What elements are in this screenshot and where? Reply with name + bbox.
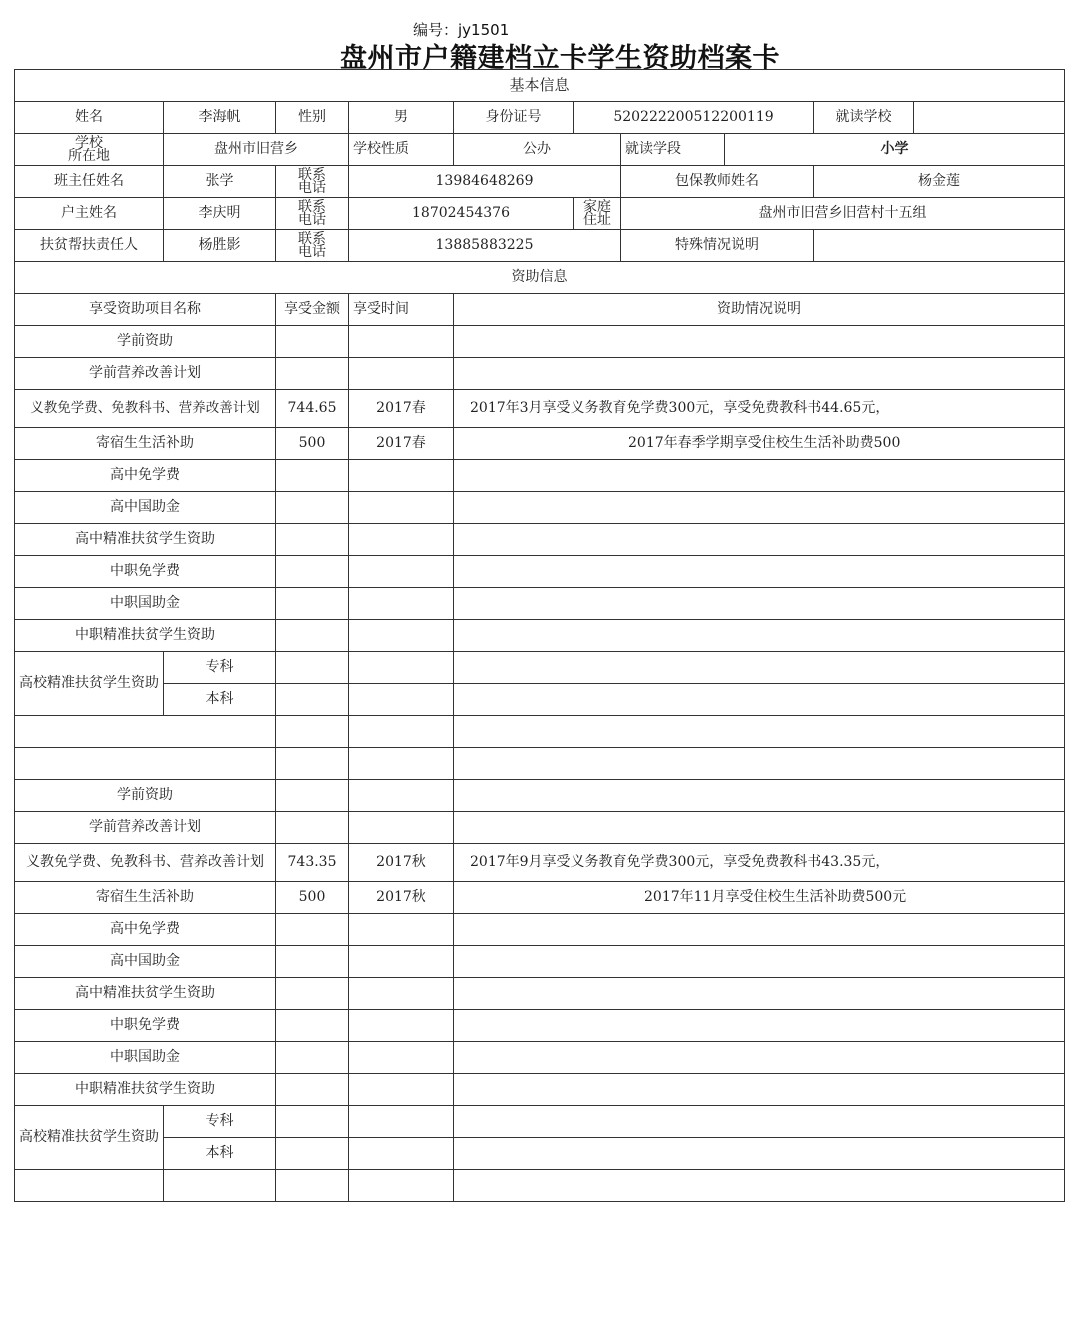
aid-amount — [276, 652, 349, 684]
aid-row — [15, 780, 1065, 812]
aid-row — [15, 1010, 1065, 1042]
college-zhuanke-label: 专科 — [164, 652, 276, 684]
aid-amount — [276, 492, 349, 524]
aid-row-college-benke — [15, 1138, 1065, 1170]
aid-row-college-zhuanke — [15, 652, 1065, 684]
aid-amount — [276, 1074, 349, 1106]
aid-item-name: 学前资助 — [15, 326, 276, 358]
aid-row — [15, 978, 1065, 1010]
page-title: 盘州市户籍建档立卡学生资助档案卡 — [340, 43, 780, 74]
aid-item-name: 高中国助金 — [15, 492, 276, 524]
school-type-value: 公办 — [454, 134, 621, 166]
aid-row — [15, 492, 1065, 524]
gender-value: 男 — [349, 102, 454, 134]
aid-row — [15, 812, 1065, 844]
basic-info-header: 基本信息 — [15, 70, 1065, 102]
aid-time — [349, 1106, 454, 1138]
school-location-label-line2: 所在地 — [68, 147, 110, 164]
blank-cell — [15, 716, 276, 748]
aid-time — [349, 492, 454, 524]
aid-item-name: 中职国助金 — [15, 588, 276, 620]
aid-row-blank — [15, 1170, 1065, 1202]
aid-row — [15, 620, 1065, 652]
aid-item-name: 高中免学费 — [15, 914, 276, 946]
blank-cell — [349, 748, 454, 780]
address-label-line2: 住址 — [583, 211, 611, 228]
aid-amount — [276, 1042, 349, 1074]
blank-cell — [276, 716, 349, 748]
aid-description — [454, 1010, 1065, 1042]
aid-amount — [276, 684, 349, 716]
aid-time — [349, 326, 454, 358]
archive-card — [14, 69, 960, 1218]
aid-block-2017-spring — [15, 326, 1065, 780]
homeroom-teacher-value: 张学 — [164, 166, 276, 198]
guarantor-label: 包保教师姓名 — [621, 166, 814, 198]
aid-item-name: 寄宿生生活补助 — [15, 882, 276, 914]
aid-description — [454, 780, 1065, 812]
aid-time — [349, 358, 454, 390]
col-header-description: 资助情况说明 — [454, 294, 1065, 326]
school-location-label-line1: 学校 — [75, 134, 103, 151]
aid-item-name: 学前营养改善计划 — [15, 812, 276, 844]
aid-amount — [276, 358, 349, 390]
aid-item-name: 义教免学费、免教科书、营养改善计划 — [15, 390, 276, 428]
aid-row — [15, 844, 1065, 882]
aid-description — [454, 524, 1065, 556]
aid-block-2017-autumn — [15, 780, 1065, 1202]
college-benke-label: 本科 — [164, 684, 276, 716]
blank-cell — [15, 748, 276, 780]
aid-item-name: 中职免学费 — [15, 556, 276, 588]
college-aid-label: 高校精准扶贫学生资助 — [15, 652, 164, 716]
address-label-line1: 家庭 — [583, 198, 611, 215]
id-number-label: 身份证号 — [454, 102, 574, 134]
aid-description — [454, 588, 1065, 620]
aid-amount — [276, 460, 349, 492]
aid-description — [454, 978, 1065, 1010]
col-header-amount: 享受金额 — [276, 294, 349, 326]
phone-label-line2: 电话 — [298, 179, 326, 196]
helper-phone-value: 13885883225 — [349, 230, 621, 262]
householder-label: 户主姓名 — [15, 198, 164, 230]
phone-label-line2: 电话 — [298, 243, 326, 260]
aid-description — [454, 1138, 1065, 1170]
aid-time — [349, 946, 454, 978]
helper-label: 扶贫帮扶责任人 — [15, 230, 164, 262]
aid-amount: 743.35 — [276, 844, 349, 882]
aid-description: 2017年9月享受义务教育免学费300元，享受免费教科书43.35元， — [454, 844, 1065, 882]
aid-item-name: 中职精准扶贫学生资助 — [15, 1074, 276, 1106]
aid-time: 2017春 — [349, 390, 454, 428]
aid-time — [349, 652, 454, 684]
blank-cell — [454, 1170, 1065, 1202]
aid-description — [454, 946, 1065, 978]
phone-label-line1: 联系 — [298, 166, 326, 183]
college-zhuanke-label: 专科 — [164, 1106, 276, 1138]
home-address-value: 盘州市旧营乡旧营村十五组 — [621, 198, 1065, 230]
aid-description — [454, 326, 1065, 358]
blank-cell — [164, 1170, 276, 1202]
school-location-value: 盘州市旧营乡 — [164, 134, 349, 166]
aid-row-college-zhuanke — [15, 1106, 1065, 1138]
phone-label-line1: 联系 — [298, 230, 326, 247]
aid-time — [349, 620, 454, 652]
id-number-value: 520222200512200119 — [574, 102, 814, 134]
guarantor-value: 杨金莲 — [814, 166, 1065, 198]
aid-time: 2017春 — [349, 428, 454, 460]
phone-label-line1: 联系 — [298, 198, 326, 215]
school-location-label — [15, 134, 164, 166]
helper-phone-label — [276, 230, 349, 262]
homeroom-teacher-label: 班主任姓名 — [15, 166, 164, 198]
special-situation-value — [814, 230, 1065, 262]
aid-description — [454, 556, 1065, 588]
aid-amount — [276, 1138, 349, 1170]
blank-cell — [15, 1170, 164, 1202]
name-label: 姓名 — [15, 102, 164, 134]
aid-item-name: 学前资助 — [15, 780, 276, 812]
householder-phone-value: 18702454376 — [349, 198, 574, 230]
aid-amount — [276, 978, 349, 1010]
aid-row — [15, 588, 1065, 620]
aid-item-name: 学前营养改善计划 — [15, 358, 276, 390]
aid-amount — [276, 326, 349, 358]
aid-item-name: 高中国助金 — [15, 946, 276, 978]
blank-cell — [454, 716, 1065, 748]
aid-time — [349, 914, 454, 946]
aid-amount — [276, 620, 349, 652]
aid-item-name: 中职国助金 — [15, 1042, 276, 1074]
aid-row — [15, 914, 1065, 946]
stage-label: 就读学段 — [621, 134, 725, 166]
aid-item-name: 义教免学费、免教科书、营养改善计划 — [15, 844, 276, 882]
aid-amount — [276, 1106, 349, 1138]
aid-amount — [276, 946, 349, 978]
teacher-phone-label — [276, 166, 349, 198]
aid-time — [349, 524, 454, 556]
aid-row — [15, 358, 1065, 390]
aid-item-name: 寄宿生生活补助 — [15, 428, 276, 460]
aid-row — [15, 326, 1065, 358]
aid-item-name: 中职免学费 — [15, 1010, 276, 1042]
aid-time — [349, 1042, 454, 1074]
aid-row-college-benke — [15, 684, 1065, 716]
aid-description: 2017年3月享受义务教育免学费300元，享受免费教科书44.65元， — [454, 390, 1065, 428]
aid-description — [454, 620, 1065, 652]
aid-description: 2017年11月享受住校生生活补助费500元 — [454, 882, 1065, 914]
aid-amount: 500 — [276, 428, 349, 460]
aid-time — [349, 812, 454, 844]
aid-time — [349, 684, 454, 716]
blank-cell — [276, 1170, 349, 1202]
name-value: 李海帆 — [164, 102, 276, 134]
aid-description — [454, 358, 1065, 390]
aid-row-blank — [15, 716, 1065, 748]
gender-label: 性别 — [276, 102, 349, 134]
col-header-item: 享受资助项目名称 — [15, 294, 276, 326]
home-address-label — [574, 198, 621, 230]
aid-item-name: 高中精准扶贫学生资助 — [15, 978, 276, 1010]
aid-description — [454, 1042, 1065, 1074]
aid-row — [15, 556, 1065, 588]
blank-cell — [276, 748, 349, 780]
teacher-phone-value: 13984648269 — [349, 166, 621, 198]
aid-time — [349, 1010, 454, 1042]
aid-time — [349, 556, 454, 588]
householder-phone-label — [276, 198, 349, 230]
householder-value: 李庆明 — [164, 198, 276, 230]
aid-description — [454, 460, 1065, 492]
aid-row — [15, 524, 1065, 556]
school-label: 就读学校 — [814, 102, 914, 134]
special-situation-label: 特殊情况说明 — [621, 230, 814, 262]
stage-value: 小学 — [725, 134, 1065, 166]
aid-description — [454, 684, 1065, 716]
college-aid-label: 高校精准扶贫学生资助 — [15, 1106, 164, 1170]
aid-description — [454, 1106, 1065, 1138]
aid-row — [15, 882, 1065, 914]
aid-item-name: 中职精准扶贫学生资助 — [15, 620, 276, 652]
aid-amount: 744.65 — [276, 390, 349, 428]
archive-table — [14, 69, 1065, 1202]
aid-time — [349, 1138, 454, 1170]
aid-time — [349, 1074, 454, 1106]
aid-time: 2017秋 — [349, 844, 454, 882]
aid-row — [15, 1042, 1065, 1074]
aid-row — [15, 428, 1065, 460]
aid-time — [349, 780, 454, 812]
aid-amount — [276, 780, 349, 812]
aid-amount — [276, 524, 349, 556]
school-value — [914, 102, 1065, 134]
aid-description — [454, 492, 1065, 524]
aid-description — [454, 914, 1065, 946]
aid-amount — [276, 556, 349, 588]
aid-amount: 500 — [276, 882, 349, 914]
aid-time — [349, 460, 454, 492]
aid-description: 2017年春季学期享受住校生生活补助费500 — [454, 428, 1065, 460]
aid-info-header: 资助信息 — [15, 262, 1065, 294]
school-type-label: 学校性质 — [349, 134, 454, 166]
aid-description — [454, 652, 1065, 684]
aid-row — [15, 946, 1065, 978]
aid-amount — [276, 812, 349, 844]
card-number-value: jy1501 — [458, 21, 510, 39]
phone-label-line2: 电话 — [298, 211, 326, 228]
blank-cell — [349, 716, 454, 748]
aid-amount — [276, 914, 349, 946]
aid-description — [454, 812, 1065, 844]
helper-value: 杨胜影 — [164, 230, 276, 262]
aid-row-blank — [15, 748, 1065, 780]
aid-time — [349, 978, 454, 1010]
blank-cell — [454, 748, 1065, 780]
aid-row — [15, 460, 1065, 492]
aid-row — [15, 1074, 1065, 1106]
aid-amount — [276, 588, 349, 620]
card-number-label: 编号： — [413, 21, 459, 39]
aid-amount — [276, 1010, 349, 1042]
aid-description — [454, 1074, 1065, 1106]
college-benke-label: 本科 — [164, 1138, 276, 1170]
aid-time — [349, 588, 454, 620]
aid-row — [15, 390, 1065, 428]
aid-item-name: 高中精准扶贫学生资助 — [15, 524, 276, 556]
col-header-time: 享受时间 — [349, 294, 454, 326]
aid-time: 2017秋 — [349, 882, 454, 914]
blank-cell — [349, 1170, 454, 1202]
aid-item-name: 高中免学费 — [15, 460, 276, 492]
